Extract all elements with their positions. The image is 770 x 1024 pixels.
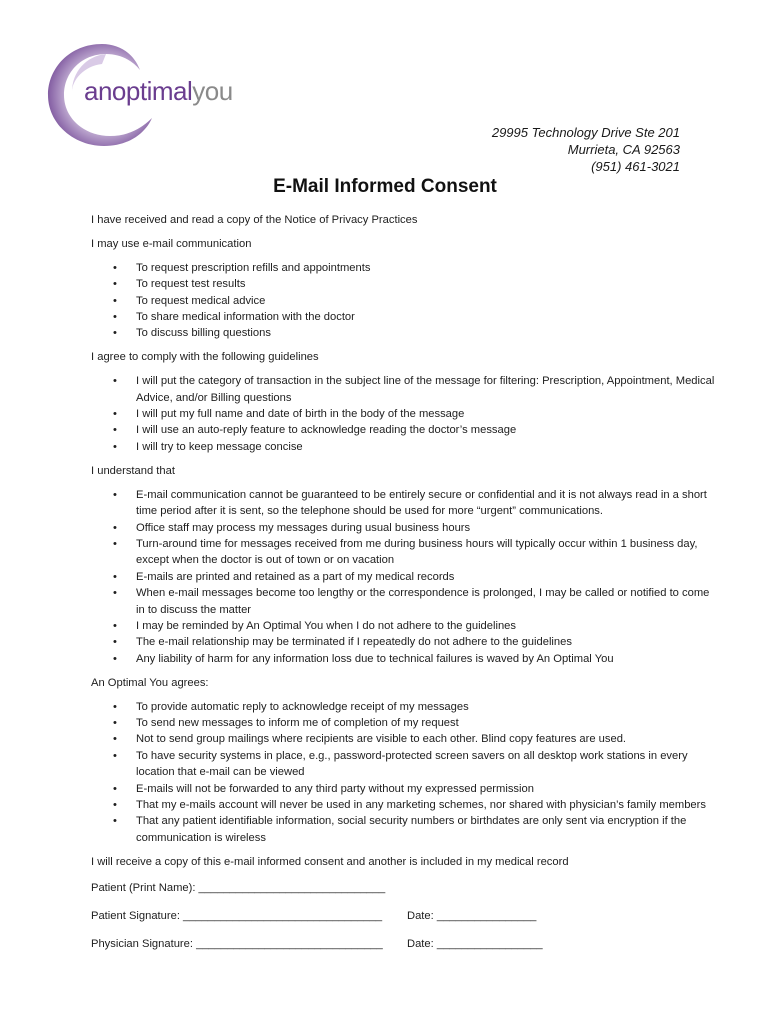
agrees-list bbox=[91, 699, 721, 847]
list-item: • I may be reminded by An Optimal You when I do not adhere to the guidelines bbox=[113, 619, 517, 632]
patient-print-name-field[interactable]: Patient (Print Name): ______________________________ bbox=[91, 882, 386, 894]
list-item: • I will try to keep message concise bbox=[113, 440, 303, 453]
understand-list bbox=[91, 487, 721, 667]
address-line-2: Murrieta, CA 92563 bbox=[567, 142, 680, 157]
physician-date-field[interactable]: Date: _________________ bbox=[407, 938, 543, 950]
logo-text-main: anoptimal bbox=[84, 76, 193, 106]
uses-heading: I may use e-mail communication bbox=[91, 237, 252, 250]
list-item: • To request test results bbox=[113, 278, 246, 291]
list-item: • E-mails will not be forwarded to any third party without my expressed permission bbox=[113, 782, 534, 795]
address-block bbox=[492, 124, 680, 175]
list-item: • To request medical advice bbox=[113, 294, 266, 307]
patient-date-field[interactable]: Date: ________________ bbox=[407, 910, 537, 922]
list-item: • E-mails are printed and retained as a part of my medical records bbox=[113, 570, 455, 583]
list-item: • Not to send group mailings where recipients are visible to each other. Blind copy features are used. bbox=[113, 733, 627, 746]
list-item: • Office staff may process my messages during usual business hours bbox=[113, 521, 471, 534]
guidelines-heading: I agree to comply with the following guidelines bbox=[91, 351, 319, 364]
list-item: • That my e-mails account will never be used in any marketing schemes, nor shared with physician’s family members bbox=[113, 799, 706, 811]
list-item: • To discuss billing questions bbox=[113, 327, 271, 340]
understand-heading: I understand that bbox=[91, 464, 175, 477]
agrees-heading: An Optimal You agrees: bbox=[91, 676, 209, 689]
list-item: • To send new messages to inform me of completion of my request bbox=[113, 716, 459, 729]
list-item: • To have security systems in place, e.g., password-protected screen savers on all desktop work stations in every location that e-mail can be viewed bbox=[113, 749, 688, 779]
list-item: • When e-mail messages become too lengthy or the correspondence is prolonged, I may be called or notified to come in to discuss the matter bbox=[113, 587, 710, 616]
logo-swirl-graphic bbox=[40, 40, 280, 150]
intro-paragraph: I have received and read a copy of the Notice of Privacy Practices bbox=[91, 214, 418, 226]
list-item: • That any patient identifiable information, social security numbers or birthdates are only sent via encryption if the communication is wireless bbox=[113, 815, 687, 844]
logo-text-end: you bbox=[192, 76, 233, 106]
document-title: E-Mail Informed Consent bbox=[273, 176, 497, 197]
patient-signature-field[interactable]: Patient Signature: ________________________________ bbox=[91, 910, 383, 922]
list-item: • To share medical information with the doctor bbox=[113, 311, 355, 324]
address-line-1: 29995 Technology Drive Ste 201 bbox=[491, 125, 680, 140]
document-body bbox=[91, 212, 721, 870]
guidelines-list bbox=[91, 373, 721, 455]
list-item: • To request prescription refills and appointments bbox=[113, 261, 371, 274]
phone-number: (951) 461-3021 bbox=[591, 159, 680, 174]
list-item: • I will put my full name and date of birth in the body of the message bbox=[113, 408, 465, 421]
list-item: • Turn-around time for messages received from me during business hours will typically occur within 1 business day, except when the doctor is out of town or on vacation bbox=[113, 537, 698, 567]
physician-signature-field[interactable]: Physician Signature: ______________________________ bbox=[91, 938, 383, 950]
svg-text:anoptimalyou bbox=[84, 76, 233, 106]
list-item: • To provide automatic reply to acknowledge receipt of my messages bbox=[113, 700, 469, 713]
closing-paragraph: I will receive a copy of this e-mail informed consent and another is included in my medical record bbox=[91, 855, 569, 868]
company-logo bbox=[40, 40, 280, 150]
uses-list bbox=[91, 260, 721, 342]
list-item: • I will put the category of transaction in the subject line of the message for filtering: Prescription, Appointment, Medical Advice, and/or Billing questions bbox=[113, 375, 715, 404]
list-item: • Any liability of harm for any information loss due to technical failures is waved by An Optimal You bbox=[113, 652, 614, 665]
list-item: • I will use an auto-reply feature to acknowledge reading the doctor’s message bbox=[113, 424, 517, 437]
list-item: • The e-mail relationship may be terminated if I repeatedly do not adhere to the guidelines bbox=[113, 636, 572, 649]
list-item: • E-mail communication cannot be guaranteed to be entirely secure or confidential and it is not always read in a short time period after it is sent, so the telephone should be used for more “urgent” communications. bbox=[113, 488, 707, 518]
